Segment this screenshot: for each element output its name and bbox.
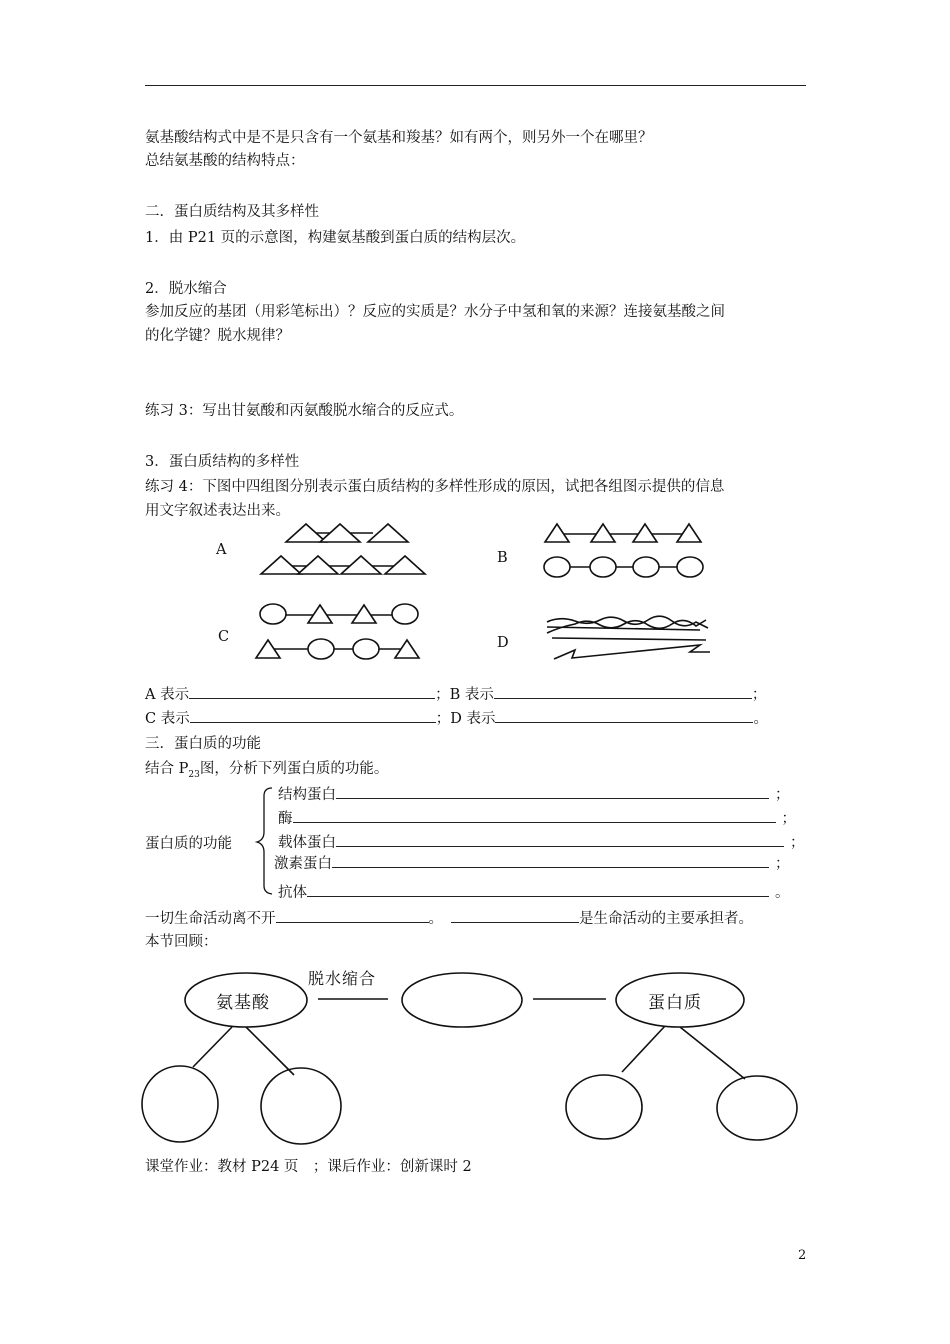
- diagram-label-c: C: [218, 629, 230, 645]
- section3-intro-sub: 23: [188, 769, 200, 780]
- function-hormone-end: ；: [775, 856, 790, 872]
- edge-protein-right: [680, 1027, 745, 1079]
- diagram-label-d: D: [497, 635, 509, 651]
- review-heading: 本节回顾：: [145, 934, 218, 950]
- function-antibody-label: 抗体: [278, 885, 307, 901]
- edge-dehydration-label: 脱水缩合: [308, 969, 377, 988]
- function-enzyme-label: 酶: [278, 811, 293, 827]
- node-protein-child-right: [717, 1076, 797, 1140]
- section2-item2-line2: 的化学键？脱水规律？: [145, 328, 290, 344]
- edge-amino-right: [246, 1027, 294, 1075]
- homework-line: 课堂作业：教材 P24 页 ；课后作业：创新课时 2: [145, 1159, 472, 1175]
- function-structural-end: ；: [775, 787, 790, 803]
- exercise4-line1: 练习 4：下图中四组图分别表示蛋白质结构的多样性形成的原因，试把各组图示提供的信息: [145, 479, 725, 495]
- question-amino-groups: 氨基酸结构式中是不是只含有一个氨基和羧基？如有两个，则另外一个在哪里？: [145, 130, 653, 146]
- function-antibody-end: 。: [775, 885, 790, 901]
- function-enzyme-end: ；: [781, 811, 796, 827]
- summary-mid: 。: [428, 911, 443, 927]
- section3-intro-prefix: 结合 P: [145, 761, 189, 777]
- section3-heading: 三．蛋白质的功能: [145, 736, 261, 752]
- node-protein-child-left: [566, 1075, 642, 1139]
- edge-protein-left: [622, 1026, 665, 1072]
- function-carrier-end: ；: [790, 835, 805, 851]
- section2-item2-line1: 参加反应的基团（用彩笔标出）？反应的实质是？水分子中氢和氧的来源？连接氨基酸之间: [145, 304, 725, 320]
- function-structural-label: 结构蛋白: [278, 787, 336, 803]
- function-hormone-label: 激素蛋白: [274, 856, 332, 872]
- page-number: 2: [798, 1248, 807, 1263]
- summary-suffix: 是生命活动的主要承担者。: [579, 911, 753, 927]
- answer-d-label: ；D 表示: [435, 711, 496, 727]
- exercise3: 练习 3：写出甘氨酸和丙氨酸脱水缩合的反应式。: [145, 403, 464, 419]
- node-middle-blank: [402, 973, 522, 1027]
- section3-intro-suffix: 图，分析下列蛋白质的功能。: [199, 761, 389, 777]
- answer-a-label: A 表示: [145, 687, 190, 703]
- exercise4-line2: 用文字叙述表达出来。: [145, 503, 290, 519]
- section2-heading: 二．蛋白质结构及其多样性: [145, 204, 319, 220]
- answer-d-end: 。: [753, 711, 768, 727]
- section2-item3-heading: 3．蛋白质结构的多样性: [145, 454, 300, 470]
- question-structure-features: 总结氨基酸的结构特点：: [145, 153, 305, 169]
- section2-item2-heading: 2．脱水缩合: [145, 281, 227, 297]
- edge-amino-left: [193, 1027, 232, 1067]
- function-carrier-label: 载体蛋白: [278, 835, 336, 851]
- node-amino-child-left: [142, 1066, 218, 1142]
- summary-prefix: 一切生命活动离不开: [145, 911, 276, 927]
- answer-b-label: ；B 表示: [435, 687, 494, 703]
- diagram-label-a: A: [216, 542, 227, 558]
- node-amino-child-right: [261, 1068, 341, 1144]
- function-label: 蛋白质的功能: [145, 836, 232, 852]
- node-protein-label: 蛋白质: [648, 993, 702, 1013]
- section2-item1: 1．由 P21 页的示意图，构建氨基酸到蛋白质的结构层次。: [145, 230, 526, 246]
- answer-b-end: ；: [751, 687, 767, 703]
- answer-c-label: C 表示: [145, 711, 190, 727]
- diagram-label-b: B: [497, 550, 508, 566]
- node-amino-acid-label: 氨基酸: [216, 993, 270, 1013]
